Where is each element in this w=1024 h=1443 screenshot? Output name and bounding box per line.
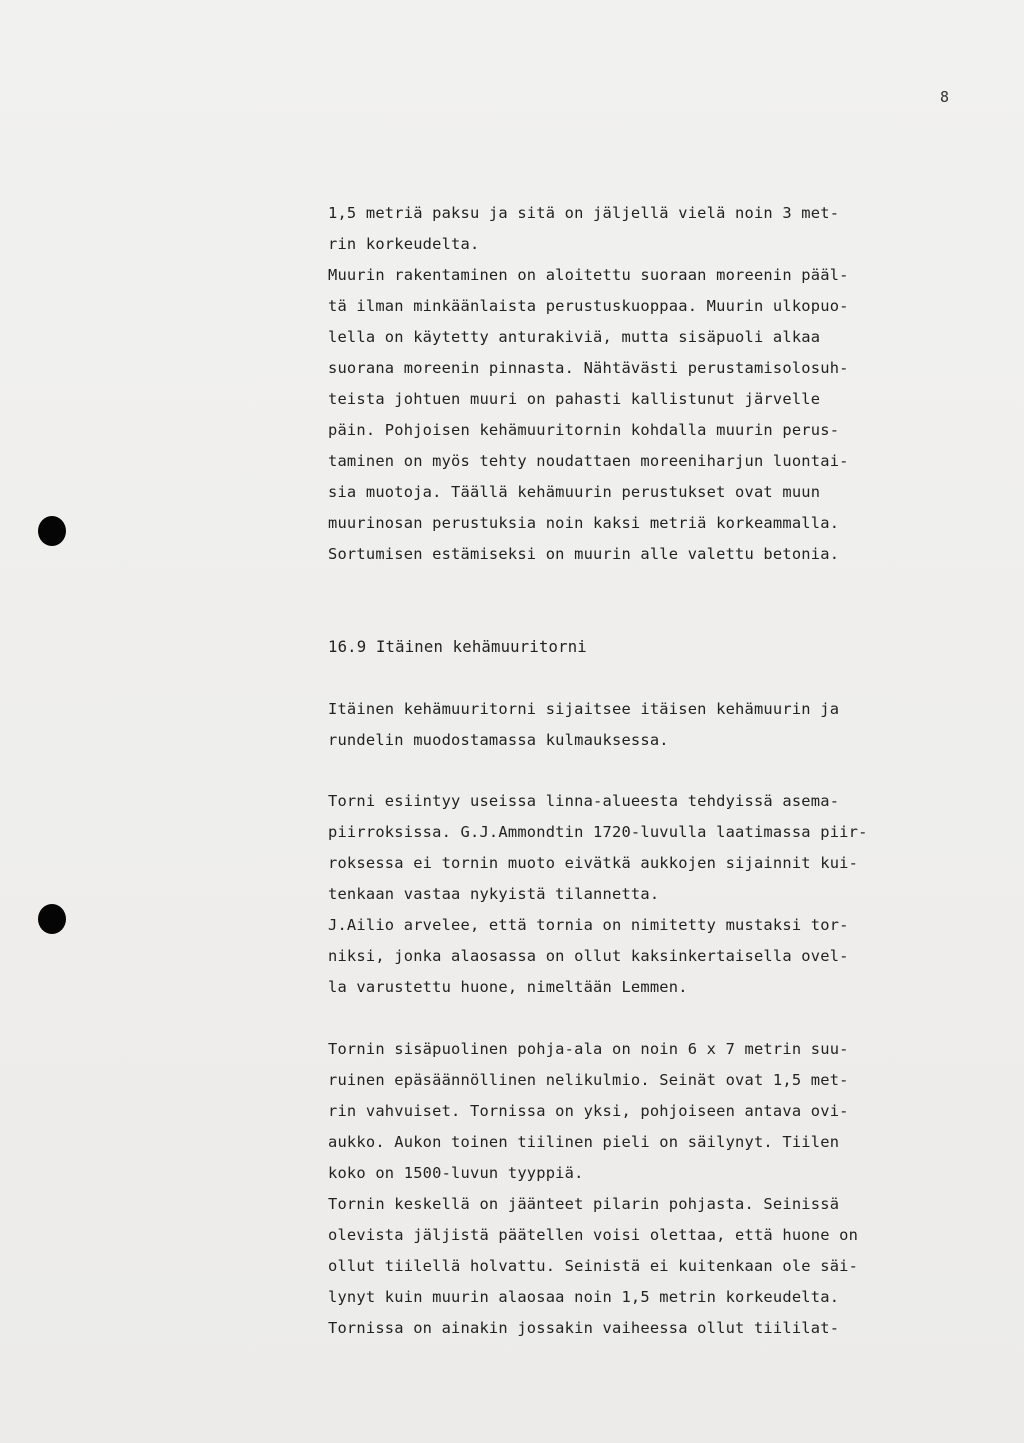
text-line: rin korkeudelta. xyxy=(328,235,480,253)
text-line: ruinen epäsäännöllinen nelikulmio. Seinät ovat 1,5 met- xyxy=(328,1071,849,1089)
text-line: rundelin muodostamassa kulmauksessa. xyxy=(328,731,669,749)
text-line: 1,5 metriä paksu ja sitä on jäljellä vielä noin 3 met- xyxy=(328,204,840,222)
punch-hole-bottom xyxy=(38,904,66,934)
text-line: J.Ailio arvelee, että tornia on nimitetty mustaksi tor- xyxy=(328,916,849,934)
text-line: roksessa ei tornin muoto eivätkä aukkojen sijainnit kui- xyxy=(328,854,859,872)
text-line: lella on käytetty anturakiviä, mutta sisäpuoli alkaa xyxy=(328,328,821,346)
text-line: la varustettu huone, nimeltään Lemmen. xyxy=(328,978,688,996)
text-line: tä ilman minkäänlaista perustuskuoppaa. Muurin ulkopuo- xyxy=(328,297,849,315)
text-line: sia muotoja. Täällä kehämuurin perustukset ovat muun xyxy=(328,483,821,501)
text-line: taminen on myös tehty noudattaen moreeniharjun luontai- xyxy=(328,452,849,470)
text-line: niksi, jonka alaosassa on ollut kaksinkertaisella ovel- xyxy=(328,947,849,965)
text-line: Tornin sisäpuolinen pohja-ala on noin 6 x 7 metrin suu- xyxy=(328,1040,849,1058)
paragraph-wall-foundation xyxy=(328,198,968,570)
text-line: olevista jäljistä päätellen voisi olettaa, että huone on xyxy=(328,1226,859,1244)
text-line: muurinosan perustuksia noin kaksi metriä korkeammalla. xyxy=(328,514,840,532)
text-line: Muurin rakentaminen on aloitettu suoraan moreenin pääl- xyxy=(328,266,849,284)
text-line: Tornin keskellä on jäänteet pilarin pohjasta. Seinissä xyxy=(328,1195,840,1213)
text-line: päin. Pohjoisen kehämuuritornin kohdalla muurin perus- xyxy=(328,421,840,439)
text-line: aukko. Aukon toinen tiilinen pieli on säilynyt. Tiilen xyxy=(328,1133,840,1151)
text-line: Itäinen kehämuuritorni sijaitsee itäisen kehämuurin ja xyxy=(328,700,840,718)
text-line: ollut tiilellä holvattu. Seinistä ei kuitenkaan ole säi- xyxy=(328,1257,859,1275)
paragraph-tower-history xyxy=(328,786,968,1003)
text-line: teista johtuen muuri on pahasti kallistunut järvelle xyxy=(328,390,821,408)
text-line: koko on 1500-luvun tyyppiä. xyxy=(328,1164,584,1182)
text-line: rin vahvuiset. Tornissa on yksi, pohjoiseen antava ovi- xyxy=(328,1102,849,1120)
text-line: Tornissa on ainakin jossakin vaiheessa ollut tiililat- xyxy=(328,1319,840,1337)
text-line: lynyt kuin muurin alaosaa noin 1,5 metrin korkeudelta. xyxy=(328,1288,840,1306)
page-number: 8 xyxy=(940,88,950,106)
text-line: suorana moreenin pinnasta. Nähtävästi perustamisolosuh- xyxy=(328,359,849,377)
section-heading-text: 16.9 Itäinen kehämuuritorni xyxy=(328,638,587,656)
text-line: piirroksissa. G.J.Ammondtin 1720-luvulla laatimassa piir- xyxy=(328,823,868,841)
text-line: Sortumisen estämiseksi on muurin alle valettu betonia. xyxy=(328,545,840,563)
punch-hole-top xyxy=(38,516,66,546)
paper-watermark: ​ xyxy=(2,290,18,395)
paragraph-tower-interior xyxy=(328,1034,968,1344)
text-line: tenkaan vastaa nykyistä tilannetta. xyxy=(328,885,660,903)
paragraph-tower-location xyxy=(328,694,968,756)
section-heading xyxy=(328,632,968,663)
text-line: Torni esiintyy useissa linna-alueesta tehdyissä asema- xyxy=(328,792,840,810)
